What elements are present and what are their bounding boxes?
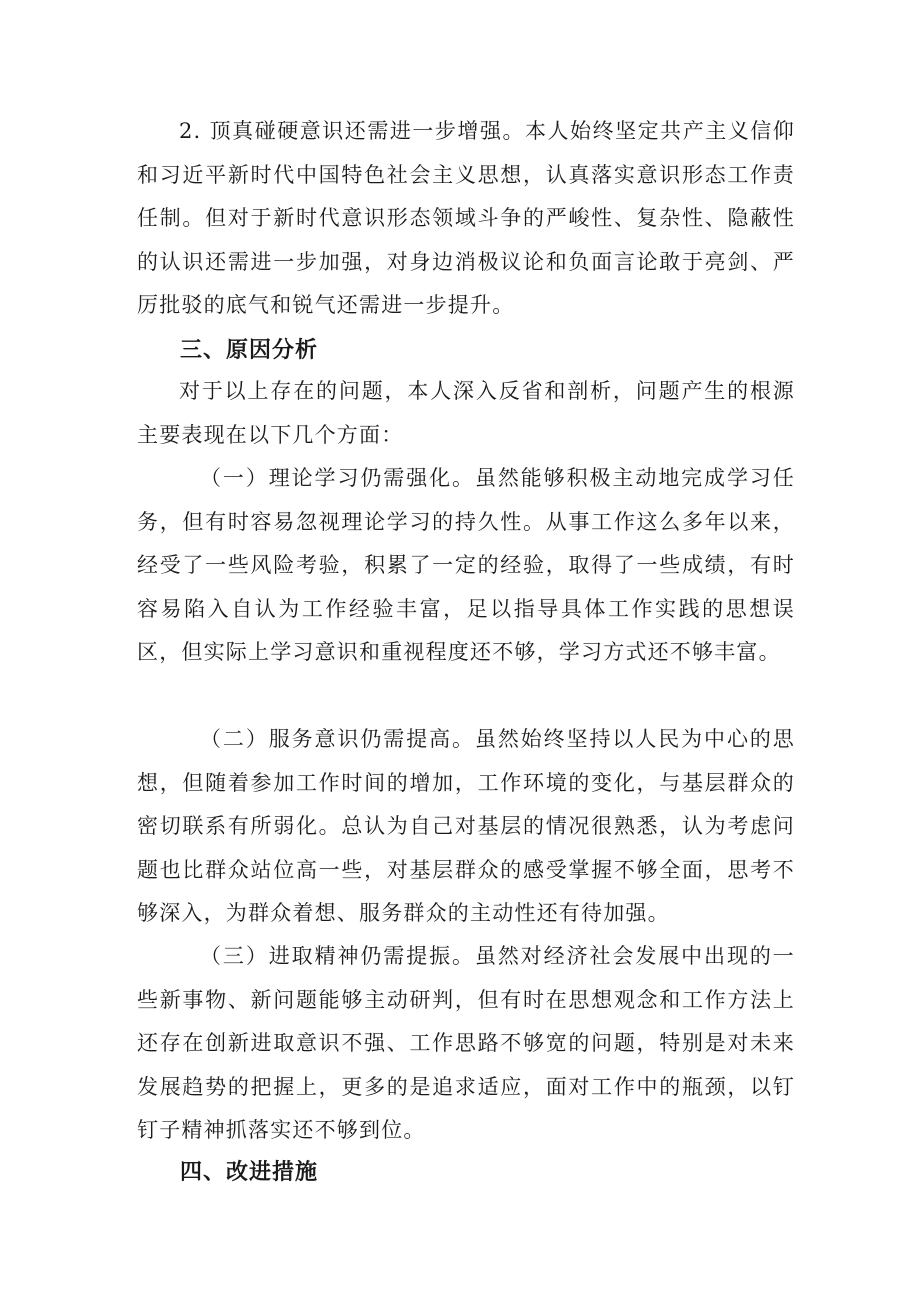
section-heading-cause-analysis: 三、原因分析 [180, 338, 319, 363]
paragraph-resolve-awareness: 2. 顶真碰硬意识还需进一步增强。本人始终坚定共产主义信仰和习近平新时代中国特色社会主义思想，认真落实意识形态工作责任制。但对于新时代意识形态领域斗争的严峻性、复杂性、隐蔽性的认识还需进一步加强，对身边消极议论和负面言论敢于亮剑、严厉批驳的底气和锐气还需进一步提升。 [137, 119, 795, 317]
paragraph-cause-theory-study: （一）理论学习仍需强化。虽然能够积极主动地完成学习任务，但有时容易忽视理论学习的持久性。从事工作这么多年以来，经受了一些风险考验，积累了一定的经验，取得了一些成绩，有时容易陷入自认为工作经验丰富，足以指导具体工作实践的思想误区，但实际上学习意识和重视程度还不够，学习方式还不够丰富。 [137, 466, 795, 664]
paragraph-cause-service-awareness: （二）服务意识仍需提高。虽然始终坚持以人民为中心的思想，但随着参加工作时间的增加，工作环境的变化，与基层群众的密切联系有所弱化。总认为自己对基层的情况很熟悉，认为考虑问题也比群众站位高一些，对基层群众的感受掌握不够全面，思考不够深入，为群众着想、服务群众的主动性还有待加强。 [137, 727, 795, 925]
section-heading-improvement-measures: 四、改进措施 [180, 1160, 319, 1185]
paragraph-cause-enterprising-spirit: （三）进取精神仍需提振。虽然对经济社会发展中出现的一些新事物、新问题能够主动研判，但有时在思想观念和工作方法上还存在创新进取意识不强、工作思路不够宽的问题，特别是对未来发展趋势的把握上，更多的是追求适应，面对工作中的瓶颈，以钉钉子精神抓落实还不够到位。 [137, 944, 795, 1142]
paragraph-cause-intro: 对于以上存在的问题，本人深入反省和剖析，问题产生的根源主要表现在以下几个方面： [137, 379, 795, 447]
